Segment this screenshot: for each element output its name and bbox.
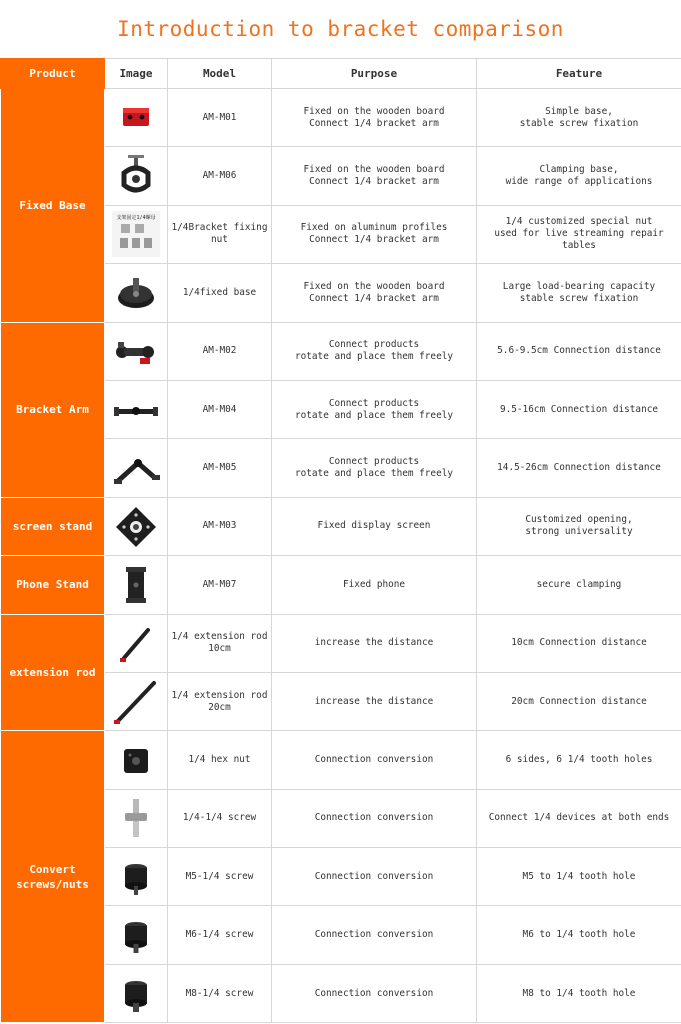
image-cell [105, 322, 168, 380]
table-row [1, 556, 681, 614]
vesa-plate-icon [110, 501, 162, 551]
category-label: Convert screws/nuts [16, 862, 89, 891]
feature-cell [477, 731, 681, 789]
image-cell [105, 614, 168, 672]
short-arm-icon [110, 326, 162, 376]
model-cell [168, 439, 272, 497]
feature-line: Simple base, [545, 105, 613, 117]
feature-line: 6 sides, 6 1/4 tooth holes [505, 753, 653, 765]
model-label: 1/4fixed base [182, 286, 257, 298]
purpose-line: Connect 1/4 bracket arm [309, 176, 439, 188]
category-cell [1, 89, 105, 323]
red-clamp-base-icon [110, 93, 162, 143]
image-cell [105, 731, 168, 789]
model-label: AM-M03 [202, 520, 237, 532]
feature-cell [477, 614, 681, 672]
header-image: Image [105, 59, 168, 89]
purpose-line: Fixed display screen [317, 520, 431, 532]
purpose-cell [272, 322, 477, 380]
purpose-line: Fixed on aluminum profiles [300, 222, 448, 234]
purpose-line: Connect 1/4 bracket arm [309, 117, 439, 129]
purpose-cell [272, 497, 477, 555]
table-row [1, 497, 681, 555]
feature-line: 5.6-9.5cm Connection distance [497, 345, 661, 357]
feature-line: Connect 1/4 devices at both ends [488, 812, 670, 824]
feature-cell [477, 789, 681, 847]
table-body [1, 89, 681, 1023]
category-cell [1, 322, 105, 497]
purpose-cell [272, 789, 477, 847]
image-cell [105, 906, 168, 964]
feature-cell [477, 264, 681, 322]
table-row [1, 322, 681, 380]
model-label: AM-M02 [202, 345, 237, 357]
purpose-cell [272, 205, 477, 263]
feature-line: secure clamping [536, 578, 622, 590]
feature-line: M5 to 1/4 tooth hole [522, 870, 636, 882]
model-cell [168, 731, 272, 789]
model-cell [168, 672, 272, 730]
purpose-line: Connect products [328, 397, 420, 409]
feature-line: 1/4 customized special nut [505, 216, 653, 228]
bracket-nut-set-icon [110, 209, 162, 259]
purpose-line: Fixed phone [342, 578, 406, 590]
model-label: 1/4 extension rod 20cm [171, 689, 268, 713]
purpose-line: increase the distance [314, 695, 434, 707]
model-cell [168, 147, 272, 205]
model-cell [168, 789, 272, 847]
feature-cell [477, 906, 681, 964]
header-row [1, 59, 681, 89]
model-cell [168, 205, 272, 263]
model-label: M5-1/4 screw [185, 870, 254, 882]
feature-line: Customized opening, [525, 514, 633, 526]
feature-cell [477, 556, 681, 614]
feature-line: used for live streaming repair tables [494, 228, 664, 252]
image-cell [105, 380, 168, 438]
category-label: extension rod [9, 665, 96, 679]
purpose-cell [272, 731, 477, 789]
purpose-line: Fixed on the wooden board [303, 105, 445, 117]
feature-cell [477, 89, 681, 147]
image-cell [105, 439, 168, 497]
category-cell [1, 731, 105, 1023]
purpose-line: Fixed on the wooden board [303, 280, 445, 292]
short-rod-icon [110, 618, 162, 668]
table-row [1, 89, 681, 147]
feature-line: 9.5-16cm Connection distance [499, 403, 659, 415]
header-purpose: Purpose [272, 59, 477, 89]
model-cell [168, 264, 272, 322]
feature-line: stable screw fixation [519, 292, 639, 304]
purpose-cell [272, 964, 477, 1022]
purpose-line: increase the distance [314, 637, 434, 649]
model-label: 1/4 extension rod 10cm [171, 631, 268, 655]
model-cell [168, 614, 272, 672]
feature-line: 10cm Connection distance [511, 637, 647, 649]
m8-adapter-icon [110, 969, 162, 1019]
feature-cell [477, 964, 681, 1022]
model-cell [168, 556, 272, 614]
model-label: AM-M06 [202, 170, 237, 182]
image-cell [105, 264, 168, 322]
model-cell [168, 89, 272, 147]
feature-cell [477, 322, 681, 380]
feature-line: 20cm Connection distance [511, 695, 647, 707]
feature-line: stable screw fixation [519, 117, 639, 129]
category-cell [1, 556, 105, 614]
category-cell [1, 614, 105, 731]
category-cell [1, 497, 105, 555]
feature-line: M6 to 1/4 tooth hole [522, 929, 636, 941]
model-label: AM-M01 [202, 111, 237, 123]
long-arm-icon [110, 443, 162, 493]
m5-adapter-icon [110, 852, 162, 902]
header-feature: Feature [477, 59, 681, 89]
model-label: M8-1/4 screw [185, 987, 254, 999]
purpose-line: Connection conversion [314, 987, 434, 999]
header-model: Model [168, 59, 272, 89]
purpose-line: Connection conversion [314, 812, 434, 824]
feature-cell [477, 205, 681, 263]
medium-arm-icon [110, 385, 162, 435]
long-rod-icon [110, 677, 162, 727]
image-cell [105, 147, 168, 205]
model-cell [168, 848, 272, 906]
model-label: AM-M04 [202, 403, 237, 415]
feature-cell [477, 439, 681, 497]
feature-cell [477, 672, 681, 730]
hex-nut-icon [110, 735, 162, 785]
purpose-cell [272, 906, 477, 964]
image-cell [105, 497, 168, 555]
model-cell [168, 380, 272, 438]
purpose-cell [272, 556, 477, 614]
model-label: AM-M05 [202, 462, 237, 474]
model-cell [168, 906, 272, 964]
model-label: 1/4-1/4 screw [182, 812, 257, 824]
image-cell [105, 964, 168, 1022]
image-cell [105, 789, 168, 847]
model-cell [168, 497, 272, 555]
purpose-line: Connect products [328, 339, 420, 351]
feature-cell [477, 380, 681, 438]
feature-line: Clamping base, [539, 164, 619, 176]
bracket-nut-label: 支架固定1/4螺母 [116, 215, 156, 222]
purpose-cell [272, 614, 477, 672]
category-label: Phone Stand [16, 578, 89, 592]
m6-adapter-icon [110, 910, 162, 960]
purpose-line: Connect 1/4 bracket arm [309, 234, 439, 246]
model-label: 1/4Bracket fixing nut [171, 222, 268, 246]
page-title: Introduction to bracket comparison [117, 17, 564, 41]
purpose-line: rotate and place them freely [294, 351, 454, 363]
purpose-cell [272, 439, 477, 497]
image-cell [105, 672, 168, 730]
model-cell [168, 322, 272, 380]
table-row [1, 614, 681, 672]
feature-cell [477, 147, 681, 205]
purpose-line: Connect products [328, 456, 420, 468]
feature-cell [477, 848, 681, 906]
purpose-line: Fixed on the wooden board [303, 164, 445, 176]
comparison-table [0, 58, 681, 1023]
model-cell [168, 964, 272, 1022]
image-cell [105, 89, 168, 147]
model-label: 1/4 hex nut [188, 753, 251, 765]
round-base-icon [110, 268, 162, 318]
feature-line: strong universality [525, 526, 633, 538]
purpose-line: Connection conversion [314, 870, 434, 882]
image-cell [105, 556, 168, 614]
model-label: M6-1/4 screw [185, 929, 254, 941]
header-product: Product [1, 59, 105, 89]
image-cell [105, 205, 168, 263]
purpose-cell [272, 848, 477, 906]
super-clamp-icon [110, 151, 162, 201]
feature-line: Large load-bearing capacity [502, 280, 656, 292]
purpose-cell [272, 89, 477, 147]
purpose-line: rotate and place them freely [294, 409, 454, 421]
purpose-cell [272, 147, 477, 205]
purpose-line: Connection conversion [314, 929, 434, 941]
feature-line: M8 to 1/4 tooth hole [522, 987, 636, 999]
feature-cell [477, 497, 681, 555]
purpose-line: rotate and place them freely [294, 468, 454, 480]
purpose-line: Connection conversion [314, 753, 434, 765]
phone-clip-icon [110, 560, 162, 610]
purpose-cell [272, 672, 477, 730]
double-screw-icon [110, 793, 162, 843]
feature-line: wide range of applications [505, 176, 653, 188]
purpose-line: Connect 1/4 bracket arm [309, 292, 439, 304]
category-label: screen stand [12, 519, 93, 533]
category-label: Bracket Arm [16, 403, 89, 417]
feature-line: 14.5-26cm Connection distance [497, 462, 661, 474]
category-label: Fixed Base [19, 198, 86, 212]
image-cell [105, 848, 168, 906]
table-row [1, 731, 681, 789]
purpose-cell [272, 264, 477, 322]
model-label: AM-M07 [202, 578, 237, 590]
purpose-cell [272, 380, 477, 438]
